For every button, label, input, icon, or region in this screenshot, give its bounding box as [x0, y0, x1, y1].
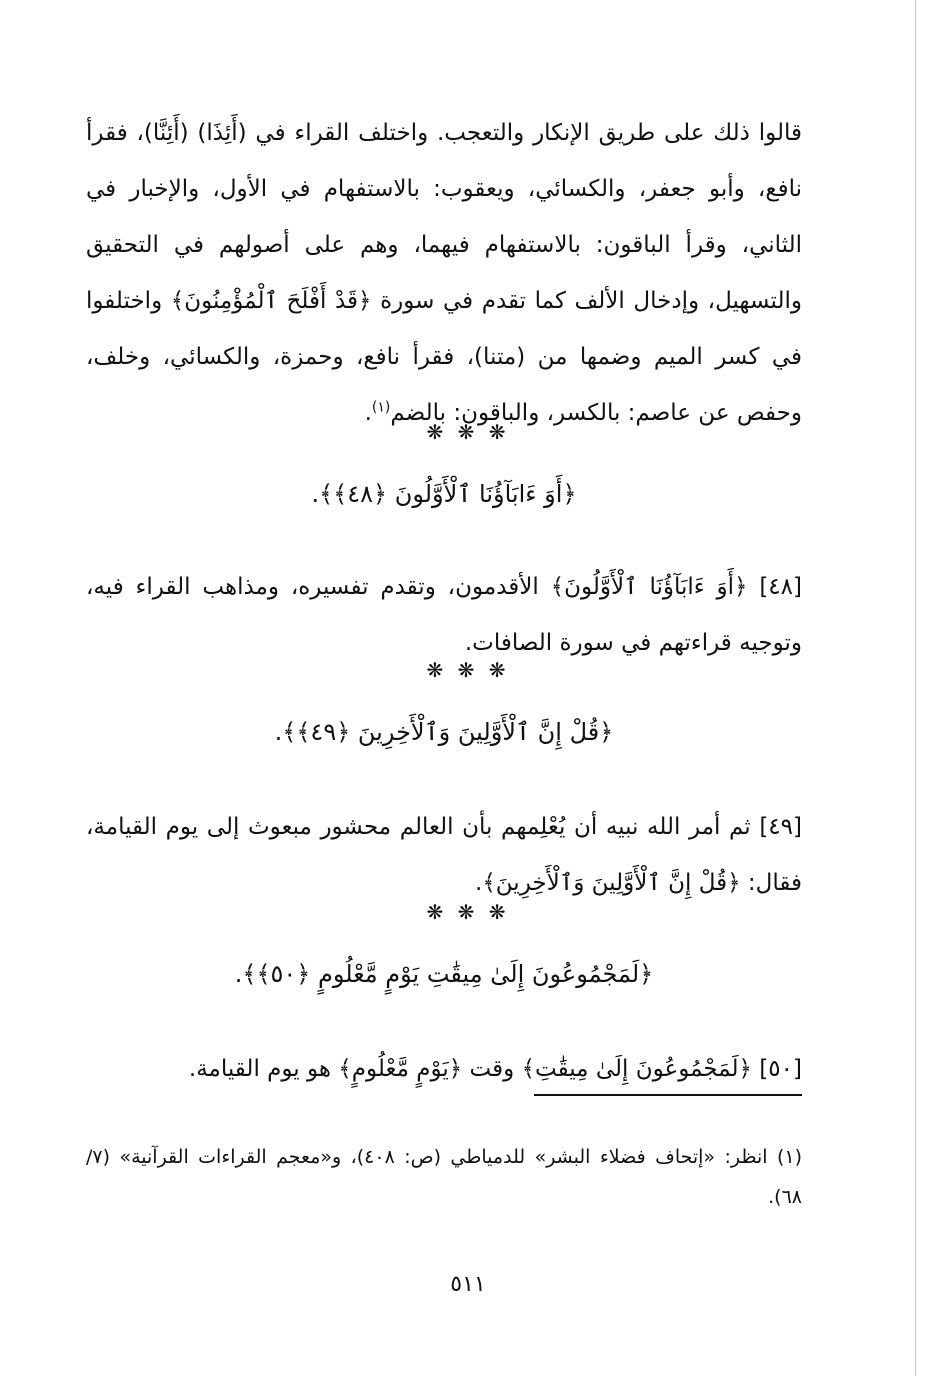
section-separator: ❋ ❋ ❋ [426, 658, 510, 682]
section-separator: ❋ ❋ ❋ [426, 420, 510, 444]
quran-verse-49: ﴿قُلْ إِنَّ ٱلْأَوَّلِينَ وَٱلْأَخِرِينَ ﴿٤٩﴾﴾. [274, 718, 614, 746]
quran-verse-50: ﴿لَمَجْمُوعُونَ إِلَىٰ مِيقَٰتِ يَوْمٍ مَّعْلُومٍ ﴿٥٠﴾﴾. [234, 960, 654, 988]
commentary-paragraph-49: [٤٩] ثم أمر الله نبيه أن يُعْلِمهم بأن العالم محشور مبعوث إلى يوم القيامة، فقال: ﴿قُلْ إِنَّ ٱلْأَوَّلِينَ وَٱلْأَخِرِينَ﴾. [86, 814, 802, 896]
commentary-paragraph-48: [٤٨] ﴿أَوَ ءَابَآؤُنَا ٱلْأَوَّلُونَ﴾ الأقدمون، وتقدم تفسيره، ومذاهب القراء فيه، وتوجيه قراءتهم في سورة الصافات. [86, 574, 802, 656]
commentary-paragraph-50: [٥٠] ﴿لَمَجْمُوعُونَ إِلَىٰ مِيقَٰتِ﴾ وقت ﴿يَوْمٍ مَّعْلُومٍ﴾ هو يوم القيامة. [188, 1056, 802, 1082]
footnote-reference: (١) [371, 399, 391, 416]
quran-verse-48: ﴿أَوَ ءَابَآؤُنَا ٱلْأَوَّلُونَ ﴿٤٨﴾﴾. [311, 480, 577, 508]
footnote: (١) انظر: «إتحاف فضلاء البشر» للدمياطي (ص: ٤٠٨)، و«معجم القراءات القرآنية» (٧/ ٦٨). [86, 1146, 803, 1208]
section-separator: ❋ ❋ ❋ [426, 900, 510, 924]
paragraph-text: قالوا ذلك على طريق الإنكار والتعجب. واختلف القراء في (أَئِذَا) (أَئِنَّا)، فقرأ نافع، وأبو جعفر، والكسائي، ويعقوب: بالاستفهام في الأول، والإخبار في الثاني، وقرأ الباقون: بالاستفهام فيهما، وهم على أصولهم في التحقيق والتسهيل، وإدخال الألف كما تقدم في سورة ﴿قَدْ أَفْلَحَ ٱلْمُؤْمِنُونَ﴾ واختلفوا في كسر الميم وضمها من (متنا)، فقرأ نافع، وحمزة، والكسائي، وخلف، وحفص عن عاصم: بالكسر، والباقون: بالضم [86, 120, 802, 426]
footnote-divider [534, 1094, 802, 1096]
scan-edge-line [915, 0, 916, 1376]
commentary-paragraph [86, 105, 802, 441]
page-number: ٥١١ [450, 1272, 486, 1297]
paragraph-end: . [364, 400, 372, 426]
